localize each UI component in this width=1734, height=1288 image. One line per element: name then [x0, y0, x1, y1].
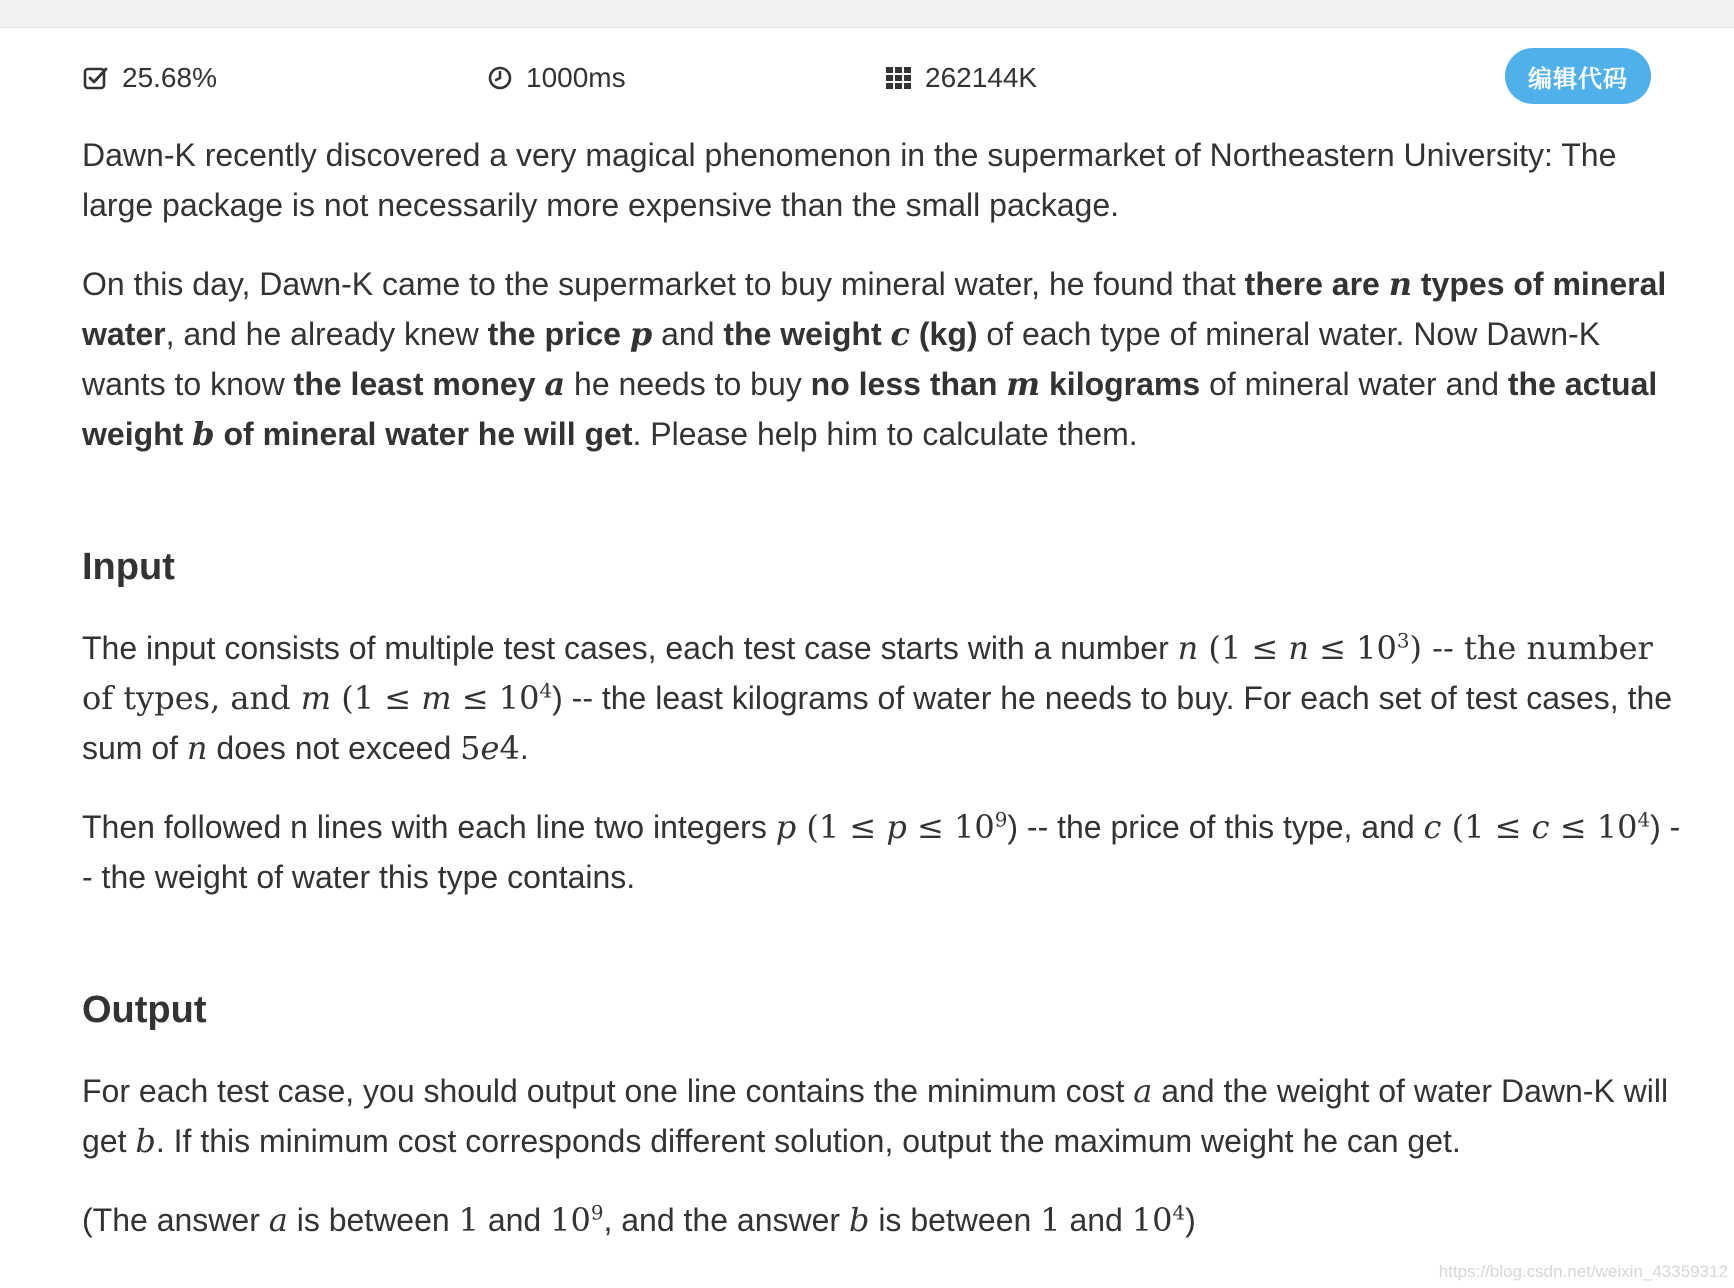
math-text: ≤ 10: [1309, 629, 1397, 667]
intro-paragraph-2: [82, 259, 1682, 459]
text: no less than: [810, 366, 1007, 402]
math-text: (1 ≤: [331, 679, 422, 717]
output-heading: Output: [82, 989, 207, 1031]
text: kilograms: [1040, 366, 1201, 402]
math-var-n: n: [1177, 629, 1199, 667]
text: .: [519, 730, 529, 766]
text: and the weight of water Dawn-K will get: [82, 1073, 1669, 1159]
math-exponent: 9: [590, 1201, 604, 1225]
text: ) -- the price of this type, and: [1007, 809, 1424, 845]
text: the least money: [293, 366, 545, 402]
text: of each type of mineral water. Now Dawn-K wants to know: [82, 316, 1601, 402]
math-var-b: b: [192, 415, 215, 453]
math-var-p: p: [775, 808, 797, 846]
memory-limit: [885, 58, 1037, 98]
emphasis: [811, 366, 1201, 402]
math-var-m: m: [300, 679, 332, 717]
text: , and he already knew: [165, 316, 488, 352]
text: , and the answer: [603, 1202, 849, 1238]
math-var-a: a: [268, 1201, 288, 1239]
text: the price: [487, 316, 630, 352]
input-heading: Input: [82, 546, 175, 588]
math-text: (1 ≤: [796, 808, 887, 846]
math-text: ≤ 10: [906, 808, 995, 846]
problem-statement: [82, 130, 1682, 1274]
math-var-a: a: [544, 365, 566, 403]
text: is between: [869, 1202, 1041, 1238]
text: The input consists of multiple test cases, each test case starts with a number: [82, 630, 1178, 666]
math-text: (1 ≤: [1441, 808, 1532, 846]
text: he needs to buy: [565, 366, 811, 402]
input-paragraph-2: [82, 802, 1682, 902]
text: On this day, Dawn-K came to the supermarket to buy mineral water, he found that: [82, 266, 1245, 302]
text: does not exceed: [207, 730, 461, 766]
grid-icon: [885, 64, 913, 92]
watermark: https://blog.csdn.net/weixin_43359312: [1438, 1262, 1728, 1281]
math-var-n: n: [1388, 265, 1412, 303]
math-var-b: b: [848, 1201, 870, 1239]
math-exponent: 9: [994, 808, 1008, 832]
acceptance-value: 25.68%: [122, 62, 217, 93]
text: For each test case, you should output one line contains the minimum cost: [82, 1073, 1134, 1109]
math-var-c: c: [1531, 808, 1550, 846]
input-paragraph-1: [82, 623, 1682, 773]
text: is between: [287, 1202, 459, 1238]
text: types of mineral water: [82, 266, 1667, 352]
math-var-m: m: [421, 679, 452, 717]
math-exponent: 4: [539, 679, 553, 703]
math-var-m: m: [1006, 365, 1041, 403]
math-text: (1 ≤: [1198, 629, 1289, 667]
problem-stats: [82, 58, 1652, 98]
time-limit-value: 1000ms: [526, 62, 626, 93]
text: (The answer: [82, 1202, 269, 1238]
text: ) -- the weight of water this type contains.: [82, 809, 1681, 895]
math-var-n: n: [186, 729, 208, 767]
text: of mineral water and: [1200, 366, 1508, 402]
emphasis: [723, 316, 977, 352]
emphasis: [294, 366, 565, 402]
text: . Please help him to calculate them.: [632, 416, 1138, 452]
math-exponent: 4: [1172, 1201, 1186, 1225]
top-bar: [0, 0, 1734, 28]
math-text: 10: [550, 1201, 591, 1239]
math-text: 10: [1131, 1201, 1173, 1239]
math-var-c: c: [1423, 808, 1442, 846]
text: ): [1185, 1202, 1196, 1238]
memory-limit-value: 262144K: [925, 62, 1038, 93]
math-text: 1: [1040, 1201, 1061, 1239]
emphasis: [488, 316, 653, 352]
math-exponent: 3: [1396, 629, 1410, 653]
math-var-c: c: [890, 315, 910, 353]
text: and: [652, 316, 724, 352]
text: the weight: [723, 316, 891, 352]
edit-code-button[interactable]: 编辑代码: [1505, 48, 1651, 104]
math-var-p: p: [629, 315, 653, 353]
math-text: 1: [458, 1201, 479, 1239]
text: and: [1060, 1202, 1132, 1238]
text: there are: [1244, 266, 1389, 302]
acceptance-rate: [82, 58, 217, 98]
text: the actual weight: [82, 366, 1658, 452]
text: . If this minimum cost corresponds different solution, output the maximum weight he can get.: [155, 1123, 1461, 1159]
output-paragraph-2: [82, 1195, 1682, 1245]
time-limit: [486, 58, 626, 98]
math-text: 5: [460, 729, 481, 767]
text: Then followed n lines with each line two integers: [82, 809, 776, 845]
math-text: 4: [499, 729, 520, 767]
text: ) -- the number of types, and: [82, 629, 1653, 717]
intro-paragraph-1: Dawn-K recently discovered a very magical phenomenon in the supermarket of Northeastern University: The large package is not necessarily more expensive than the small package.: [82, 137, 1617, 223]
math-var-a: a: [1133, 1072, 1153, 1110]
text: (kg): [909, 316, 978, 352]
math-text: ≤ 10: [451, 679, 540, 717]
math-var-n: n: [1288, 629, 1309, 667]
clock-icon: [486, 64, 514, 92]
math-var-e: e: [480, 729, 500, 767]
math-var-p: p: [886, 808, 907, 846]
text: and: [478, 1202, 551, 1238]
math-exponent: 4: [1637, 808, 1651, 832]
check-square-icon: [82, 64, 110, 92]
text: ) -- the least kilograms of water he needs to buy. For each set of test cases, the sum of: [82, 680, 1673, 766]
text: of mineral water he will get: [214, 416, 633, 452]
math-var-b: b: [135, 1122, 156, 1160]
math-text: ≤ 10: [1549, 808, 1638, 846]
output-paragraph-1: [82, 1066, 1682, 1166]
